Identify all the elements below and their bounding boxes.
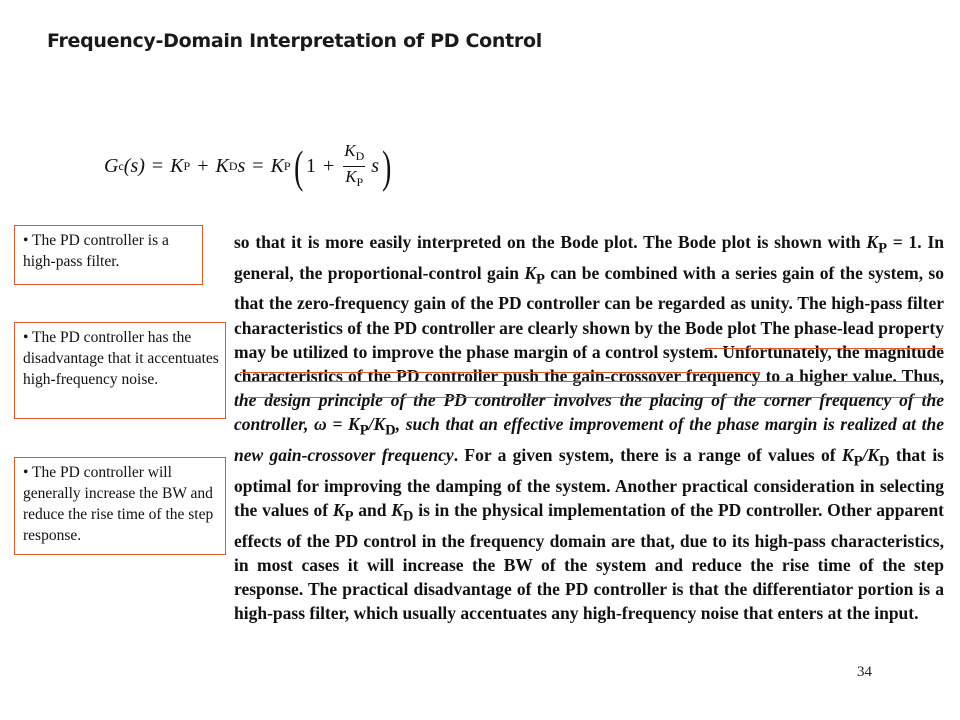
body-italic-design-principle: the design principle of the PD controller involves the placing of the corner frequency of the controller, ω = — [234, 390, 944, 435]
eq-right-paren: ) — [382, 140, 392, 192]
pd-transfer-function — [104, 141, 394, 192]
eq-kd-sub: D — [228, 159, 238, 173]
eq-num-sub: D — [355, 149, 365, 163]
eq-kp-2: K — [270, 155, 284, 177]
body-formula-ratio-2-sub: P — [853, 453, 863, 470]
phase-margin-underline — [240, 372, 760, 373]
page-number: 34 — [857, 664, 872, 680]
note-text-high-pass: • The PD controller is a high-pass filter. — [23, 232, 169, 270]
body-formula-kp-3-sub: P — [344, 508, 354, 525]
body-run-7: is in the physical implementation of the PD controller. Other apparent effects of the PD control in the frequency domain are that, due to its high-pass characteristics, in most cases it will increase the BW of the system and reduce the rise time of the step response. The practical disadvantage of the PD controller is that the differentiator portion is a high-pass filter, which usually accentuates any high-frequency noise that enters at the input. — [234, 500, 945, 624]
body-formula-ratio-2-sub2: D — [879, 453, 890, 470]
eq-kp-1: K — [170, 155, 184, 177]
body-formula-kd: K — [391, 500, 403, 521]
body-run-4: . For a given system, there is a range of values of — [453, 445, 842, 466]
eq-den-k: K — [345, 167, 357, 186]
eq-one: 1 — [305, 155, 316, 177]
body-formula-kp-2: K — [524, 262, 537, 283]
body-run-6: and — [353, 500, 392, 521]
note-box-high-pass — [14, 225, 203, 285]
eq-num-k: K — [344, 141, 356, 160]
body-run-2: . In general, the proportional-control gain — [234, 232, 944, 283]
note-text-noise: • The PD controller has the disadvantage that it accentuates high-frequency noise. — [23, 329, 219, 388]
note-box-noise — [14, 322, 226, 419]
eq-lhs-sub: c — [118, 159, 124, 173]
eq-s-2: s — [371, 155, 380, 177]
eq-left-paren: ( — [293, 140, 303, 192]
body-formula-ratio-2-mid: /K — [862, 445, 880, 466]
eq-kp-sub-1: P — [183, 159, 191, 173]
note-box-bandwidth — [14, 457, 226, 555]
eq-kp-sub-2: P — [283, 159, 291, 173]
body-italic-improvement: , such that an effective improvement of the phase margin is realized at the new gain-crossover frequency — [234, 414, 945, 466]
body-formula-kp-2-sub: P — [536, 271, 545, 288]
body-formula-kd-sub: D — [402, 508, 414, 525]
magnitude-underline — [240, 381, 940, 382]
body-formula-kp-1-sub: P — [878, 240, 888, 257]
eq-lhs: G — [104, 155, 119, 177]
body-run-5: that is optimal for improving the damping of the system. Another practical consideration in selecting the values of — [234, 445, 944, 521]
phase-lead-underline — [705, 348, 943, 349]
body-formula-ratio-1-mid: /K — [368, 414, 386, 435]
body-formula-kp-1-rest: = 1 — [887, 232, 918, 252]
eq-plus-1: + — [197, 155, 209, 177]
crossover-underline — [248, 397, 938, 398]
body-formula-ratio-1-sub2: D — [385, 422, 396, 439]
body-formula-ratio-2-k: K — [841, 445, 854, 466]
eq-equals-2: = — [252, 155, 264, 177]
eq-kd: K — [215, 155, 229, 177]
eq-fraction — [343, 141, 365, 192]
slide-title: Frequency-Domain Interpretation of PD Control — [47, 30, 542, 52]
eq-plus-2: + — [322, 155, 335, 177]
body-formula-kp-1: K — [866, 232, 879, 252]
note-text-bandwidth: • The PD controller will generally increase the BW and reduce the rise time of the step response. — [23, 464, 214, 544]
eq-equals-1: = — [151, 155, 164, 177]
eq-lhs-arg: (s) — [123, 155, 145, 177]
body-formula-ratio-1-k: K — [348, 414, 360, 435]
body-formula-kp-3: K — [332, 500, 345, 521]
body-paragraph — [234, 230, 944, 626]
body-run-1: so that it is more easily interpreted on the Bode plot. The Bode plot is shown with — [234, 232, 867, 252]
eq-fraction-denominator — [345, 167, 363, 192]
body-run-3: can be combined with a series gain of the system, so that the zero-frequency gain of the PD controller can be regarded as unity. The high-pass filter characteristics of the PD controller are clearly shown by the Bode plot The phase-lead property may be utilized to improve the phase margin of a control system. Unfortunately, the magnitude characteristics of the PD controller push the gain-crossover frequency to a higher value. Thus, — [234, 262, 944, 387]
body-formula-ratio-1-sub: P — [359, 422, 369, 439]
eq-s-1: s — [237, 155, 246, 177]
eq-fraction-numerator — [343, 141, 365, 167]
eq-den-sub: P — [356, 175, 364, 189]
